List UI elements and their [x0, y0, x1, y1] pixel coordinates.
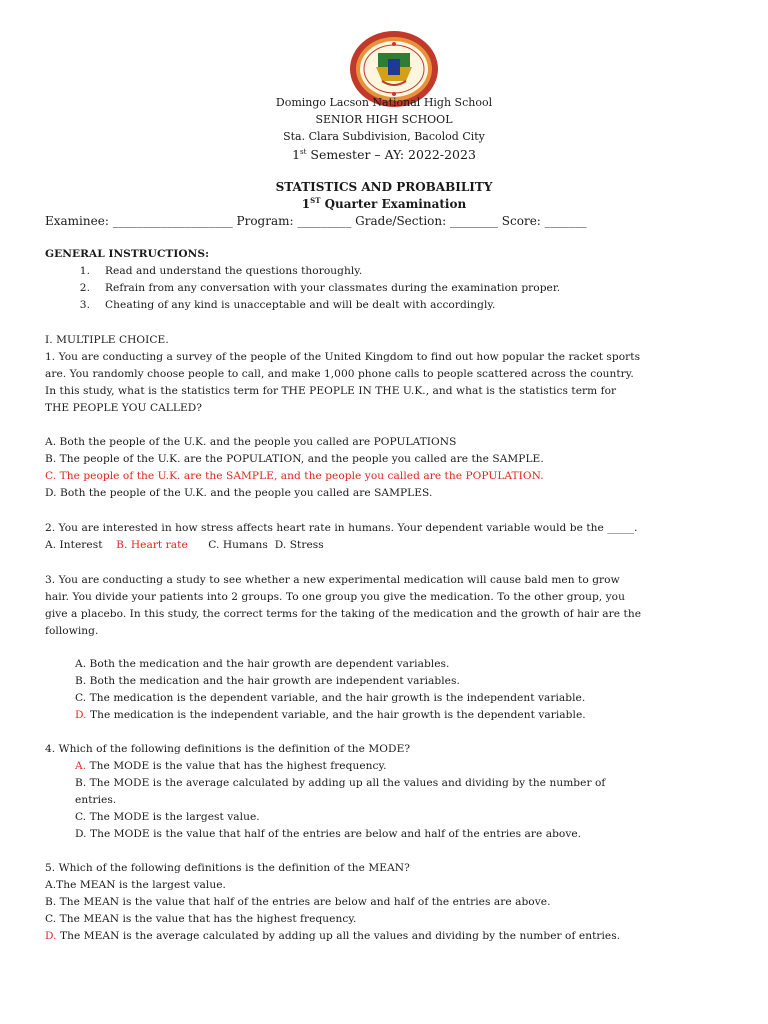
q5-option-c: C. The MEAN is the value that has the highest frequency.	[45, 913, 357, 925]
semester-line	[0, 147, 768, 162]
q2-stem: 2. You are interested in how stress affects heart rate in humans. Your dependent variable would be the _____.	[45, 522, 638, 534]
q5-answer-letter: D.	[45, 930, 57, 942]
q3-stem-line: hair. You divide your patients into 2 groups. To one group you give the medication. To the other group, you	[45, 591, 625, 603]
q1-stem-line: THE PEOPLE YOU CALLED?	[45, 402, 203, 414]
q3-option-a: A. Both the medication and the hair growth are dependent variables.	[75, 658, 450, 670]
quarter-text: Quarter Examination	[320, 197, 467, 211]
q2-options	[45, 539, 324, 551]
instructions-heading: GENERAL INSTRUCTIONS:	[45, 248, 210, 260]
exam-quarter	[0, 196, 768, 211]
q4-option-b-cont: entries.	[75, 794, 117, 806]
q1-option-c-answer: C. The people of the U.K. are the SAMPLE, and the people you called are the POPULATION.	[45, 470, 544, 482]
q5-option-d: D. The MEAN is the average calculated by adding up all the values and dividing by the number of entries.	[45, 930, 621, 942]
semester-text: Semester – AY: 2022-2023	[306, 147, 476, 162]
semester-ordinal: st	[300, 148, 307, 156]
examinee-info-line: Examinee: ____________________ Program: _________ Grade/Section: ________ Score: _______	[45, 214, 587, 228]
q3-stem-line: 3. You are conducting a study to see whether a new experimental medication will cause bald men to grow	[45, 574, 620, 586]
q3-option-d: D. The medication is the independent variable, and the hair growth is the dependent variable.	[75, 709, 586, 721]
section-heading: I. MULTIPLE CHOICE.	[45, 334, 169, 346]
q4-answer-letter: A.	[75, 760, 87, 772]
q2-option-d: D. Stress	[274, 539, 324, 551]
q4-stem: 4. Which of the following definitions is the definition of the MODE?	[45, 743, 411, 755]
q2-option-a: A. Interest	[45, 539, 103, 551]
q3-stem-line: give a placebo. In this study, the correct terms for the taking of the medication and the growth of hair are the	[45, 608, 642, 620]
semester-number: 1	[292, 147, 301, 162]
q4-option-d: D. The MODE is the value that half of the entries are below and half of the entries are above.	[75, 828, 582, 840]
q3-option-b: B. Both the medication and the hair growth are independent variables.	[75, 675, 460, 687]
q1-option-a: A. Both the people of the U.K. and the people you called are POPULATIONS	[45, 436, 457, 448]
instruction-item: 2. Refrain from any conversation with your classmates during the examination proper.	[79, 282, 561, 294]
q1-option-b: B. The people of the U.K. are the POPULATION, and the people you called are the SAMPLE.	[45, 453, 544, 465]
quarter-number: 1	[301, 197, 311, 211]
instruction-item: 3. Cheating of any kind is unacceptable and will be dealt with accordingly.	[79, 299, 496, 311]
exam-subject: STATISTICS AND PROBABILITY	[275, 180, 493, 194]
q4-option-b: B. The MODE is the average calculated by adding up all the values and dividing by the number of	[75, 777, 606, 789]
q2-option-b-answer: B. Heart rate	[116, 539, 188, 551]
q1-stem-line: are. You randomly choose people to call, and make 1,000 phone calls to people scattered across the country.	[45, 368, 634, 380]
school-address: Sta. Clara Subdivision, Bacolod City	[283, 130, 485, 143]
instruction-item: 1. Read and understand the questions thoroughly.	[79, 265, 363, 277]
quarter-ordinal: ST	[310, 196, 321, 205]
q2-option-c: C. Humans	[208, 539, 268, 551]
school-name: Domingo Lacson National High School	[275, 96, 493, 109]
school-division: SENIOR HIGH SCHOOL	[315, 113, 453, 126]
q4-option-c: C. The MODE is the largest value.	[75, 811, 260, 823]
q1-stem-line: In this study, what is the statistics term for THE PEOPLE IN THE U.K., and what is the statistics term for	[45, 385, 617, 397]
q1-option-d: D. Both the people of the U.K. and the people you called are SAMPLES.	[45, 487, 433, 499]
q1-stem-line: 1. You are conducting a survey of the people of the United Kingdom to find out how popular the racket sports	[45, 351, 641, 363]
q5-option-b: B. The MEAN is the value that half of the entries are below and half of the entries are above.	[45, 896, 551, 908]
q4-option-a: A. The MODE is the value that has the highest frequency.	[75, 760, 387, 772]
q3-option-c: C. The medication is the dependent variable, and the hair growth is the independent variable.	[75, 692, 586, 704]
q5-stem: 5. Which of the following definitions is the definition of the MEAN?	[45, 862, 410, 874]
q3-stem-line: following.	[45, 625, 99, 637]
q3-answer-letter: D.	[75, 709, 87, 721]
q5-option-a: A.The MEAN is the largest value.	[45, 879, 226, 891]
